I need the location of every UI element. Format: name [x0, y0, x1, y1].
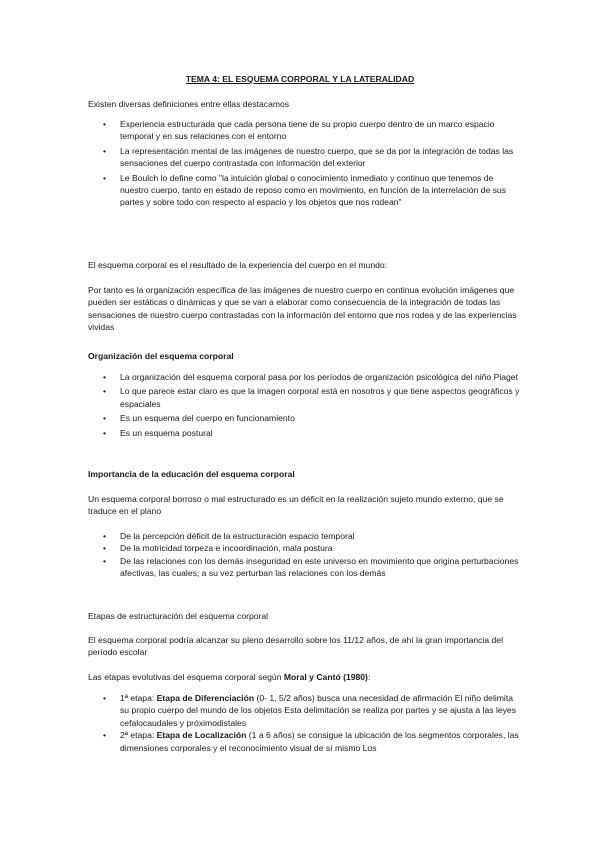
definitions-list: [88, 118, 520, 211]
importance-list: [88, 530, 520, 580]
list-item: • De las relaciones con los demás inseguridad en este universo en movimiento que origina perturbaciones afectivas, las cuales, a su vez perturban las relaciones con los demás: [88, 555, 520, 580]
stages-intro: [88, 671, 520, 683]
stages-intro-text: Las etapas evolutivas del esquema corporal según: [88, 672, 284, 682]
importance-paragraph: Un esquema corporal borroso o mal estructurado es un déficit en la realización sujeto mundo externo, que se traduce en el plano: [88, 494, 504, 517]
stage-prefix: 1ª etapa:: [120, 693, 157, 703]
list-item: • La organización del esquema corporal pasa por los períodos de organización psicológica del niño Piaget: [88, 371, 520, 383]
result-paragraph: El esquema corporal es el resultado de la experiencia del cuerpo en el mundo:: [88, 260, 388, 270]
list-item: • Es un esquema del cuerpo en funcionamiento: [88, 412, 520, 424]
stage-text: (0- 1, 5/2 años) busca una necesidad de afirmación El niño delimita su propio cuerpo del mundo de los objetos Esta delimitación se realiza por partes y se ajusta a las leyes cefalocaudales y próximodistales: [120, 693, 517, 728]
list-item: • Es un esquema postural: [88, 427, 520, 439]
list-item: • De la motricidad torpeza e incoordinación, mala postura: [88, 542, 520, 554]
stage-name: Etapa de Diferenciación: [156, 693, 255, 703]
section-heading-stages: Etapas de estructuración del esquema corporal: [88, 611, 269, 621]
intro-paragraph: Existen diversas definiciones entre ellas destacamos: [88, 99, 290, 109]
organization-paragraph: Por tanto es la organización específica de las imágenes de nuestro cuerpo en continua evolución imágenes que pueden ser estáticas o dinámicas y que se van a elaborar como consecuencia de la integración de todas las sensaciones de nuestro cuerpo contrastadas con la información del entorno que nos rodea y de las experiencias vividas: [88, 285, 517, 333]
list-item: • Le Boulch lo define como "la intuición global o conocimiento inmediato y continuo que tenemos de nuestro cuerpo, tanto en estado de reposo como en movimiento, en función de la interrelación de sus partes y sobre todo con respecto al espacio y los objetos que nos rodean": [88, 172, 520, 209]
list-item: • De la percepción déficit de la estructuración espacio temporal: [88, 530, 520, 542]
document-title: TEMA 4: EL ESQUEMA CORPORAL Y LA LATERALIDAD: [185, 74, 415, 84]
list-item: • Experiencia estructurada que cada persona tiene de su propio cuerpo dentro de un marco espacio temporal y en sus relaciones con el entorno: [88, 118, 520, 143]
stage-name: Etapa de Localización: [156, 730, 247, 741]
stage-prefix: 2ª etapa:: [120, 730, 157, 741]
list-item: • La representación mental de las imágenes de nuestro cuerpo, que se da por la integración de todas las sensaciones del cuerpo contrastada con información del exterior: [88, 145, 520, 170]
section-heading-organization: Organización del esquema corporal: [88, 351, 234, 361]
organization-list: [88, 371, 520, 441]
list-item: [88, 729, 520, 754]
list-item: [88, 692, 520, 729]
stages-list: [88, 692, 520, 754]
section-heading-importance: Importancia de la educación del esquema corporal: [88, 469, 295, 479]
stages-paragraph: El esquema corporal podría alcanzar su pleno desarrollo sobre los 11/12 años, de ahí la gran importancia del período escolar: [88, 635, 503, 658]
stage-text: (1 a 6 años) se consigue la ubicación de los segmentos corporales, las dimensiones corporales y el reconocimiento visual de sí mismo Los: [120, 730, 519, 753]
stages-intro-end: :: [367, 672, 371, 682]
stages-authors: Moral y Cantó (1980): [283, 672, 368, 682]
list-item: • Lo que parece estar claro es que la imagen corporal está en nosotros y que tiene aspectos geográficos y espaciales: [88, 385, 520, 410]
